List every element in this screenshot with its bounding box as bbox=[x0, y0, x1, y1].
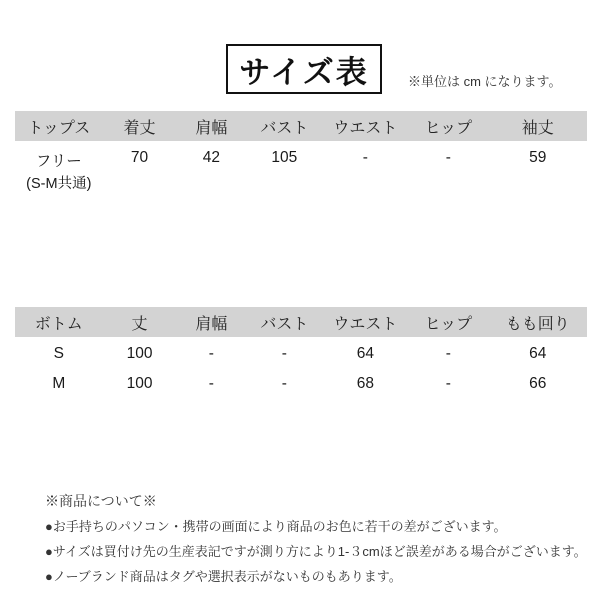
column-header-bust: バスト bbox=[246, 111, 322, 141]
note-no-brand-tag: ●ノーブランド商品はタグや選択表示がないものもあります。 bbox=[45, 569, 402, 584]
size-label-cell: M bbox=[52, 375, 66, 392]
tops-header-row bbox=[15, 111, 587, 141]
value-cell: - bbox=[445, 375, 451, 392]
size-label-note: (S-M共通) bbox=[26, 176, 92, 192]
column-header-bust: バスト bbox=[246, 307, 322, 337]
value-cell: - bbox=[362, 149, 368, 166]
column-header-length: 丈 bbox=[103, 307, 177, 337]
column-header-waist: ウエスト bbox=[322, 307, 408, 337]
column-header-sleeve: 袖丈 bbox=[488, 111, 587, 141]
table-row-free bbox=[15, 141, 587, 197]
bottoms-header-row bbox=[15, 307, 587, 337]
table-row-m bbox=[15, 367, 587, 397]
value-cell: - bbox=[445, 149, 451, 166]
value-cell: 42 bbox=[202, 149, 220, 166]
unit-note: ※単位は cm になります。 bbox=[408, 74, 562, 89]
value-cell: - bbox=[208, 345, 214, 362]
value-cell: 100 bbox=[126, 375, 153, 392]
value-cell: - bbox=[208, 375, 214, 392]
value-cell: 105 bbox=[271, 149, 298, 166]
value-cell: 64 bbox=[356, 345, 374, 362]
product-notes bbox=[45, 489, 585, 589]
size-chart-title-box bbox=[226, 44, 382, 94]
column-header-waist: ウエスト bbox=[322, 111, 408, 141]
size-label-cell: S bbox=[53, 345, 64, 362]
table-row-s bbox=[15, 337, 587, 367]
value-cell: 64 bbox=[529, 345, 547, 362]
column-header-bottoms: ボトム bbox=[15, 307, 103, 337]
value-cell: 59 bbox=[529, 149, 547, 166]
value-cell: - bbox=[281, 375, 287, 392]
value-cell: - bbox=[281, 345, 287, 362]
tops-size-table bbox=[15, 111, 587, 197]
column-header-length: 着丈 bbox=[103, 111, 177, 141]
note-size-tolerance: ●サイズは買付け先の生産表記ですが測り方により1-３cmほど誤差がある場合がございます。 bbox=[45, 544, 587, 559]
size-label: フリー bbox=[35, 153, 82, 170]
page-title: サイズ表 bbox=[239, 54, 369, 90]
column-header-shoulder: 肩幅 bbox=[176, 111, 246, 141]
column-header-hip: ヒップ bbox=[408, 111, 488, 141]
column-header-hip: ヒップ bbox=[408, 307, 488, 337]
value-cell: 68 bbox=[356, 375, 374, 392]
notes-heading: ※商品について※ bbox=[45, 493, 157, 509]
value-cell: - bbox=[445, 345, 451, 362]
note-color-difference: ●お手持ちのパソコン・携帯の画面により商品のお色に若干の差がございます。 bbox=[45, 519, 507, 534]
value-cell: 66 bbox=[529, 375, 547, 392]
value-cell: 100 bbox=[126, 345, 153, 362]
column-header-tops: トップス bbox=[15, 111, 103, 141]
bottoms-size-table bbox=[15, 307, 587, 397]
size-label-cell bbox=[15, 141, 103, 197]
value-cell: 70 bbox=[130, 149, 149, 166]
column-header-thigh: もも回り bbox=[488, 307, 587, 337]
column-header-shoulder: 肩幅 bbox=[176, 307, 246, 337]
